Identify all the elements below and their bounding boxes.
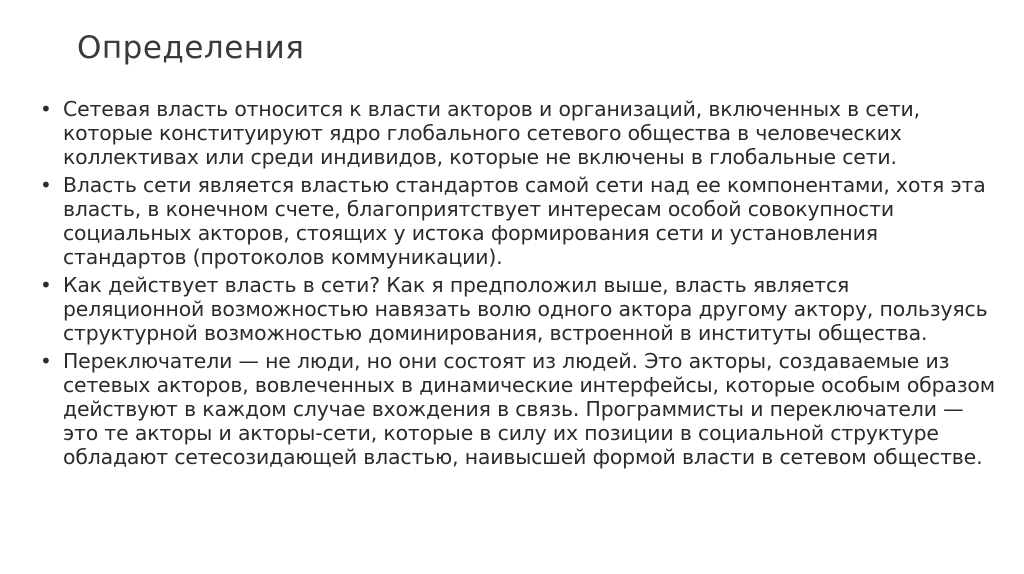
bullet-text: Переключатели — не люди, но они состоят из людей. Это акторы, создаваемые из сетевых акторов, вовлеченных в динамические интерфейсы, которые особым образом действуют в каждом случае вхождения в связь. Программисты и переключатели — это те акторы и акторы-сети, которые в силу их позиции в социальной структуре обладают сетесозидающей властью, наивысшей формой власти в сетевом обществе. <box>63 349 995 469</box>
bullet-item-3 <box>40 273 995 345</box>
bullet-marker: • <box>40 273 52 297</box>
bullet-text: Сетевая власть относится к власти акторов и организаций, включенных в сети, которые конституируют ядро глобального сетевого общества в человеческих коллективах или среди индивидов, которые не включены в глобальные сети. <box>63 97 920 169</box>
bullet-item-4 <box>40 349 995 469</box>
bullet-text: Власть сети является властью стандартов самой сети над ее компонентами, хотя эта власть, в конечном счете, благоприятствует интересам особой совокупности социальных акторов, стоящих у истока формирования сети и установления стандартов (протоколов коммуникации). <box>63 173 986 269</box>
bullet-text: Как действует власть в сети? Как я предположил выше, власть является реляционной возможностью навязать волю одного актора другому актору, пользуясь структурной возможностью доминирования, встроенной в институты общества. <box>63 273 988 345</box>
bullet-marker: • <box>40 173 52 197</box>
bullet-marker: • <box>40 349 52 373</box>
bullet-item-2 <box>40 173 995 269</box>
bullet-item-1 <box>40 97 995 169</box>
slide-title: Определения <box>77 30 305 66</box>
bullet-marker: • <box>40 97 52 121</box>
bullet-list <box>40 97 995 473</box>
